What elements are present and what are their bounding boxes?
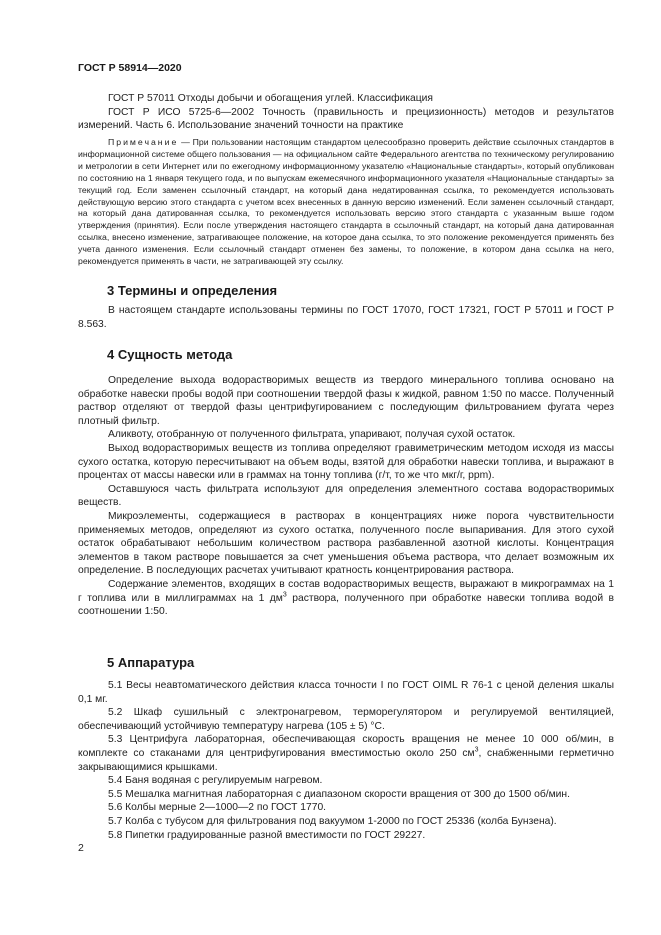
- section-3-body: [78, 304, 614, 331]
- list-item: 5.7 Колба с тубусом для фильтрования под вакуумом 1-2000 по ГОСТ 25336 (колба Бунзена).: [108, 815, 557, 827]
- list-item: 5.5 Мешалка магнитная лабораторная с диапазоном скорости вращения от 300 до 1500 об/мин.: [108, 788, 570, 800]
- paragraph: В настоящем стандарте использованы термины по ГОСТ 17070, ГОСТ 17321, ГОСТ Р 57011 и ГОСТ Р 8.563.: [78, 305, 614, 330]
- note-paragraph: [78, 137, 614, 268]
- list-item: 5.2 Шкаф сушильный с электронагревом, терморегулятором и регулируемой вентиляцией, обеспечивающий устойчивую температуру нагрева (105 ± 5) °С.: [78, 707, 614, 732]
- list-item-text: 5.3 Центрифуга лабораторная, обеспечивающая скорость вращения не менее 10 000 об/мин, в комплекте со стаканами для центрифугирования вместимостью около 250 см: [78, 734, 614, 759]
- paragraph: Микроэлементы, содержащиеся в растворах в концентрациях ниже порога чувствительности применяемых методов, определяют из сухого остатка, полученного после выпаривания. Для этого сухой остаток обрабатывают небольшим количеством раствора разбавленной азотной кислоты. Концентрация элементов в таком растворе повышается за счет уменьшения объема раствора, что делает возможным их определение. В последующих расчетах учитывают кратность концентрирования раствора.: [78, 510, 614, 577]
- paragraph: Оставшуюся часть фильтрата используют для определения элементного состава водорастворимых веществ.: [78, 483, 614, 509]
- section-5-body: [78, 679, 614, 842]
- note-label: Примечание: [108, 137, 179, 147]
- superscript: 3: [282, 591, 287, 599]
- list-item: 5.4 Баня водяная с регулируемым нагревом.: [108, 775, 323, 787]
- list-item: 5.1 Весы неавтоматического действия класса точности I по ГОСТ OIML R 76-1 с ценой деления шкалы 0,1 мг.: [78, 680, 614, 705]
- section-3-title: 3 Термины и определения: [107, 283, 278, 298]
- list-item: 5.8 Пипетки градуированные разной вместимости по ГОСТ 29227.: [108, 829, 426, 841]
- list-item-text: , снабженными герметично закрывающимися крышками.: [78, 747, 615, 773]
- reference-item: ГОСТ Р ИСО 5725-6—2002 Точность (правильность и прецизионность) методов и результатов измерений. Часть 6. Использование значений точности на практике: [78, 106, 614, 132]
- normative-references: [78, 92, 614, 133]
- paragraph-text: раствора, полученного при обработке навески топлива водой в соотношении 1:50.: [78, 592, 615, 618]
- document-header-id: ГОСТ Р 58914—2020: [78, 62, 182, 74]
- section-4-title: 4 Сущность метода: [107, 347, 233, 362]
- paragraph: Определение выхода водорастворимых веществ из твердого минерального топлива основано на обработке навески пробы водой при соотношении твердой фазы к жидкой, равном 1:50 по массе. Полученный раствор отделяют от твердой фазы центрифугированием с последующим фильтрованием фугата через плотный фильтр.: [78, 375, 614, 427]
- paragraph: [78, 578, 614, 619]
- section-5-title: 5 Аппаратура: [107, 655, 195, 670]
- paragraph: Выход водорастворимых веществ из топлива определяют гравиметрическим методом исходя из массы сухого остатка, которую пересчитывают на объем воды, взятой для обработки навески топлива, и выражают в процентах от массы навески или в граммах на тонну топлива (г/т, то же что мкг/г, ppm).: [78, 442, 614, 482]
- page-number: 2: [78, 842, 84, 854]
- list-item: [78, 733, 614, 774]
- paragraph: Аликвоту, отобранную от полученного фильтрата, упаривают, получая сухой остаток.: [108, 429, 516, 441]
- paragraph-text: Содержание элементов, входящих в состав водорастворимых веществ, выражают в микрограммах на 1 г топлива или в миллиграммах на 1 дм: [78, 578, 614, 604]
- list-item: 5.6 Колбы мерные 2—1000—2 по ГОСТ 1770.: [108, 802, 327, 814]
- superscript: 3: [474, 746, 479, 754]
- note-text: — При пользовании настоящим стандартом целесообразно проверить действие ссылочных стандартов в информационной системе общего пользования — на официальном сайте Федерального агентства по техническому регулированию и метрологии в сети Интернет или по ежегодному информационному указателю «Национальные стандарты», который опубликован по состоянию на 1 января текущего года, и по выпускам ежемесячного информационного указателя «Национальные стандарты» за текущий год. Если заменен ссылочный стандарт, на который дана недатированная ссылка, то рекомендуется использовать действующую версию этого стандарта с учетом всех внесенных в данную версию изменений. Если заменен ссылочный стандарт, на который дана датированная ссылка, то рекомендуется использовать версию этого стандарта с указанным выше годом утверждения (принятия). Если после утверждения настоящего стандарта в ссылочный стандарт, на который дана датированная ссылка, внесено изменение, затрагивающее положение, на которое дана ссылка, то это положение рекомендуется применять без учета данного изменения. Если ссылочный стандарт отменен без замены, то положение, в котором дана ссылка на него, рекомендуется применять в части, не затрагивающей эту ссылку.: [78, 137, 614, 267]
- section-4-body: [78, 374, 614, 619]
- reference-item: ГОСТ Р 57011 Отходы добычи и обогащения углей. Классификация: [108, 93, 433, 104]
